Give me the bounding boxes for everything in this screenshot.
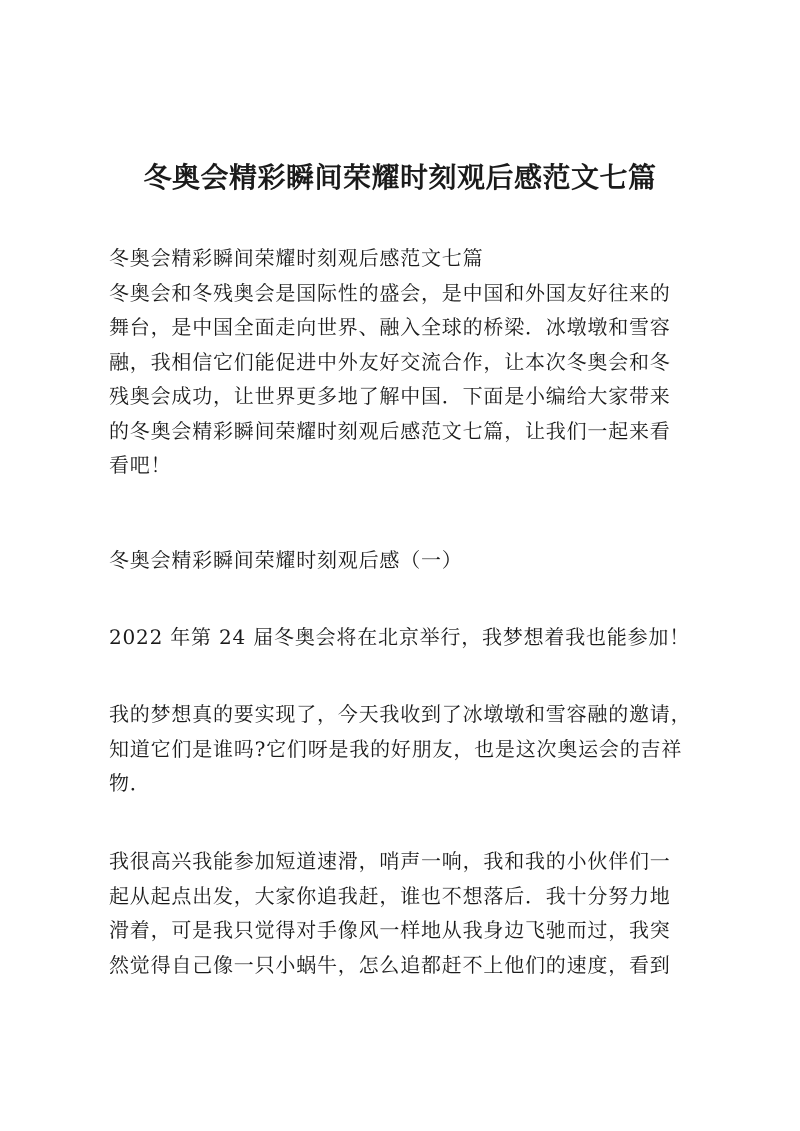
intro-line: 的冬奥会精彩瞬间荣耀时刻观后感范文七篇，让我们一起来看 bbox=[109, 418, 671, 443]
paragraph-3-line: 然觉得自己像一只小蜗牛，怎么追都赶不上他们的速度，看到 bbox=[109, 952, 671, 977]
paragraph-2 bbox=[109, 697, 699, 801]
paragraph-3-line: 起从起点出发，大家你追我赶，谁也不想落后．我十分努力地 bbox=[109, 883, 671, 908]
intro-line: 看吧！ bbox=[109, 453, 172, 477]
paragraph-2-line: 物． bbox=[109, 771, 151, 795]
intro-line: 残奥会成功，让世界更多地了解中国．下面是小编给大家带来 bbox=[109, 384, 671, 408]
intro-line: 冬奥会和冬残奥会是国际性的盛会，是中国和外国友好往来的 bbox=[109, 280, 671, 305]
paragraph-3-line: 滑着，可是我只觉得对手像风一样地从我身边飞驰而过，我突 bbox=[109, 918, 671, 942]
intro-block bbox=[109, 241, 699, 483]
paragraph-1-text: 2022 年第 24 届冬奥会将在北京举行，我梦想着我也能参加！ bbox=[109, 625, 691, 649]
paragraph-3 bbox=[109, 844, 699, 982]
intro-heading: 冬奥会精彩瞬间荣耀时刻观后感范文七篇 bbox=[109, 246, 484, 270]
paragraph-2-line: 我的梦想真的要实现了，今天我收到了冰墩墩和雪容融的邀请， bbox=[109, 702, 692, 726]
paragraph-1 bbox=[109, 620, 699, 655]
document-title: 冬奥会精彩瞬间荣耀时刻观后感范文七篇 bbox=[143, 161, 657, 194]
intro-line: 舞台，是中国全面走向世界、融入全球的桥梁．冰墩墩和雪容 bbox=[109, 315, 671, 339]
paragraph-3-line: 我很高兴我能参加短道速滑，哨声一响，我和我的小伙伴们一 bbox=[109, 849, 671, 873]
intro-line: 融，我相信它们能促进中外友好交流合作，让本次冬奥会和冬 bbox=[109, 349, 671, 374]
paragraph-2-line: 知道它们是谁吗?它们呀是我的好朋友，也是这次奥运会的吉祥 bbox=[109, 736, 683, 761]
section-heading-text: 冬奥会精彩瞬间荣耀时刻观后感（一） bbox=[109, 548, 463, 572]
section-heading bbox=[109, 543, 699, 578]
